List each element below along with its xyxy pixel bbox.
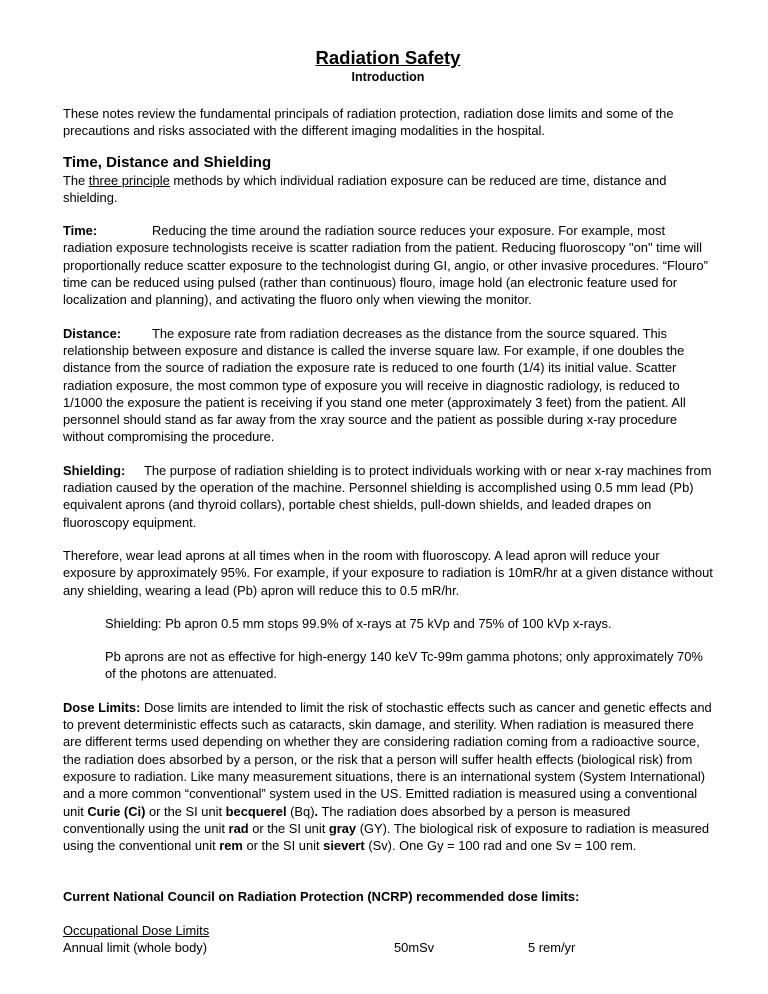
dose-text-1: Dose limits are intended to limit the risk of stochastic effects such as cancer and genetic effects and to prevent deterministic effects such as cataracts, skin damage, and sterility. When radiation is measured there are different terms used depending on whether they are considering radiation coming from a radioactive source, the radiation does absorbed by a person, or the risk that a person will suffer health effects (biological risk) from exposure to radiation. Like many measurement situations, there is an international system (System International) and a more common “conventional” system used in the US. Emitted radiation is measured using a conventional unit [63, 699, 712, 819]
page-subtitle: Introduction [351, 70, 425, 84]
shielding-paragraph [63, 462, 713, 531]
gray-term: gray [328, 820, 357, 836]
dose-text-8: (Sv). One Gy = 100 rad and one Sv = 100 rem. [364, 838, 637, 854]
three-principle-underline: three principle [88, 172, 170, 188]
becquerel-term: becquerel [225, 803, 287, 819]
dose-text-2: or the SI unit [145, 803, 226, 819]
dose-text-7: or the SI unit [242, 838, 324, 854]
tds-text-post: methods by which individual radiation exposure can be reduced are time, distance and shielding. [63, 172, 667, 205]
time-text: Reducing the time around the radiation source reduces your exposure. For example, most radiation exposure technologists receive is scatter radiation from the patient. Reducing fluoroscopy "on" time will proportionally reduce scatter exposure to the technologist during GI, angio, or other invasive procedures. “Flouro” time can be reduced using pulsed (rather than continuous) flouro, image hold (an electronic feature used for localization and planning), and activating the fluoro only when viewing the monitor. [63, 223, 708, 308]
ncrp-limits-heading: Current National Council on Radiation Protection (NCRP) recommended dose limits: [63, 889, 580, 905]
rem-term: rem [219, 838, 243, 854]
dose-bold-period: . [314, 803, 319, 819]
distance-text: The exposure rate from radiation decreases as the distance from the source squared. This relationship between exposure and distance is called the inverse square law. For example, if one doubles the distance from the source of radiation the exposure rate is reduced to one fourth (1/4) its initial value. Scatter radiation exposure, the most common type of exposure you will receive in diagnostic radiology, is reduced to 1/1000 the exposure the patient is receiving if you stand one meter (approximately 3 feet) from the patient. All personnel should stand as far away from the xray source and the patient as possible during x-ray procedure without compromising the procedure. [63, 325, 686, 445]
time-label: Time: [63, 223, 98, 239]
dose-limits-paragraph [63, 699, 713, 855]
document-page [63, 0, 713, 956]
shielding-text: The purpose of radiation shielding is to protect individuals working with or near x-ray machines from radiation caused by the operation of the machine. Personnel shielding is accomplished using 0.5 mm lead (Pb) equivalent aprons (and thyroid collars), portable chest shields, pull-down shields, and leaded drapes on fluoroscopy equipment. [63, 462, 712, 530]
intro-paragraph: These notes review the fundamental principals of radiation protection, radiation dose limits and some of the precautions and risks associated with the different imaging modalities in the hospital. [63, 106, 674, 139]
section-heading-tds: Time, Distance and Shielding [63, 153, 272, 171]
therefore-paragraph: Therefore, wear lead aprons at all times when in the room with fluoroscopy. A lead apron will reduce your exposure by approximately 95%. For example, if your exposure to radiation is 10mR/hr at a given distance without any shielding, wearing a lead (Pb) apron will reduce this to 0.5 mR/hr. [63, 547, 713, 598]
rad-term: rad [228, 820, 249, 836]
tds-text-pre: The [63, 172, 89, 188]
dose-text-3: (Bq) [286, 803, 315, 819]
pb-apron-note: Pb aprons are not as effective for high-energy 140 keV Tc-99m gamma photons; only approximately 70% of the photons are attenuated. [105, 649, 703, 682]
sievert-term: sievert [323, 838, 365, 854]
distance-label: Distance: [63, 325, 122, 341]
limit-row [63, 939, 713, 956]
curie-term: Curie (Ci) [87, 803, 146, 819]
time-paragraph [63, 222, 713, 308]
shielding-note: Shielding: Pb apron 0.5 mm stops 99.9% of x-rays at 75 kVp and 75% of 100 kVp x-rays. [105, 615, 612, 631]
shielding-label: Shielding: [63, 462, 126, 478]
dose-limits-label: Dose Limits: [63, 699, 141, 715]
limit-si-value: 50mSv [394, 939, 435, 955]
dose-text-5: or the SI unit [248, 820, 329, 836]
tds-paragraph [63, 172, 713, 207]
distance-paragraph [63, 325, 713, 446]
occupational-limits-heading: Occupational Dose Limits [63, 922, 210, 938]
page-title: Radiation Safety [315, 47, 461, 68]
dose-text-4: The radiation does absorbed by a person is measured conventionally using the unit [63, 803, 631, 836]
dose-text-6: (GY). The biological risk of exposure to radiation is measured using the conventional unit [63, 820, 710, 854]
limit-label: Annual limit (whole body) [63, 939, 208, 955]
limit-conventional-value: 5 rem/yr [528, 939, 576, 955]
